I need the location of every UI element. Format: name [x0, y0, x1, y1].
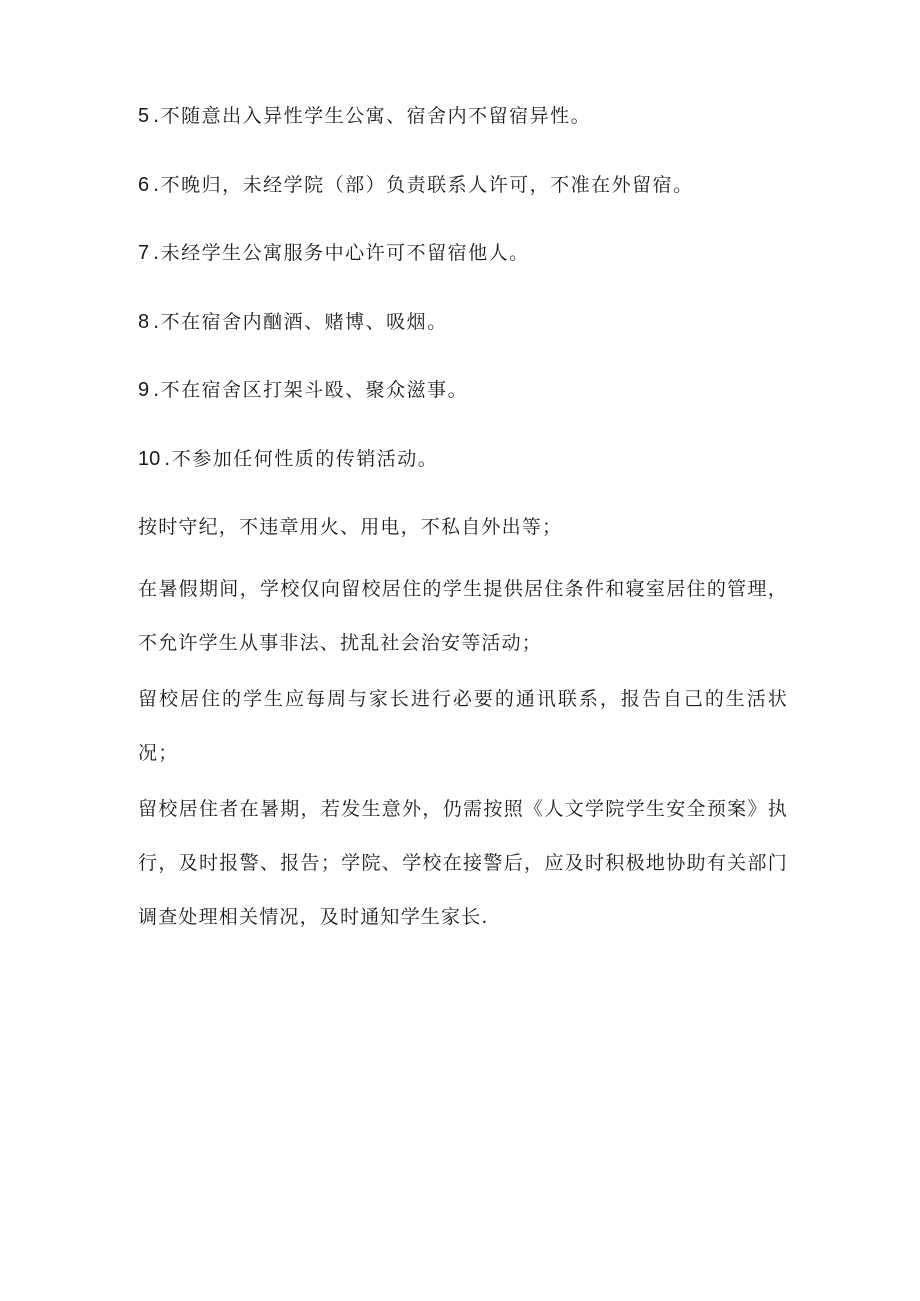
rule-text: .不晚归，未经学院（部）负责联系人许可，不准在外留宿。	[153, 174, 694, 196]
rule-number: 6	[138, 174, 150, 196]
rule-number: 8	[138, 311, 150, 333]
rule-number: 7	[138, 242, 150, 264]
rule-item-8	[138, 308, 448, 336]
rule-text: .不参加任何性质的传销活动。	[164, 448, 439, 470]
rule-item-10	[138, 445, 438, 473]
paragraph-emergency: 留校居住者在暑期，若发生意外，仍需按照《人文学院学生安全预案》执行，及时报警、报告；学院、学校在接警后，应及时积极地协助有关部门调查处理相关情况，及时通知学生家长.	[138, 798, 788, 928]
rule-text: .未经学生公寓服务中心许可不留宿他人。	[153, 242, 530, 264]
rule-item-5	[138, 102, 591, 130]
rule-text: .不随意出入异性学生公寓、宿舍内不留宿异性。	[153, 105, 592, 127]
rule-number: 10	[138, 448, 161, 470]
rule-item-9	[138, 376, 468, 404]
rule-item-6	[138, 171, 694, 199]
paragraph-summer-management: 在暑假期间，学校仅向留校居住的学生提供居住条件和寝室居住的管理，不允许学生从事非法、扰乱社会治安等活动；	[138, 578, 788, 654]
rule-text: .不在宿舍区打架斗殴、聚众滋事。	[153, 379, 469, 401]
rule-item-7	[138, 239, 530, 267]
rule-number: 5	[138, 105, 150, 127]
rule-text: .不在宿舍内酗酒、赌博、吸烟。	[153, 311, 448, 333]
rule-number: 9	[138, 379, 150, 401]
paragraph-family-contact: 留校居住的学生应每周与家长进行必要的通讯联系，报告自己的生活状况；	[138, 688, 788, 764]
paragraph-discipline: 按时守纪，不违章用火、用电，不私自外出等；	[138, 516, 563, 538]
